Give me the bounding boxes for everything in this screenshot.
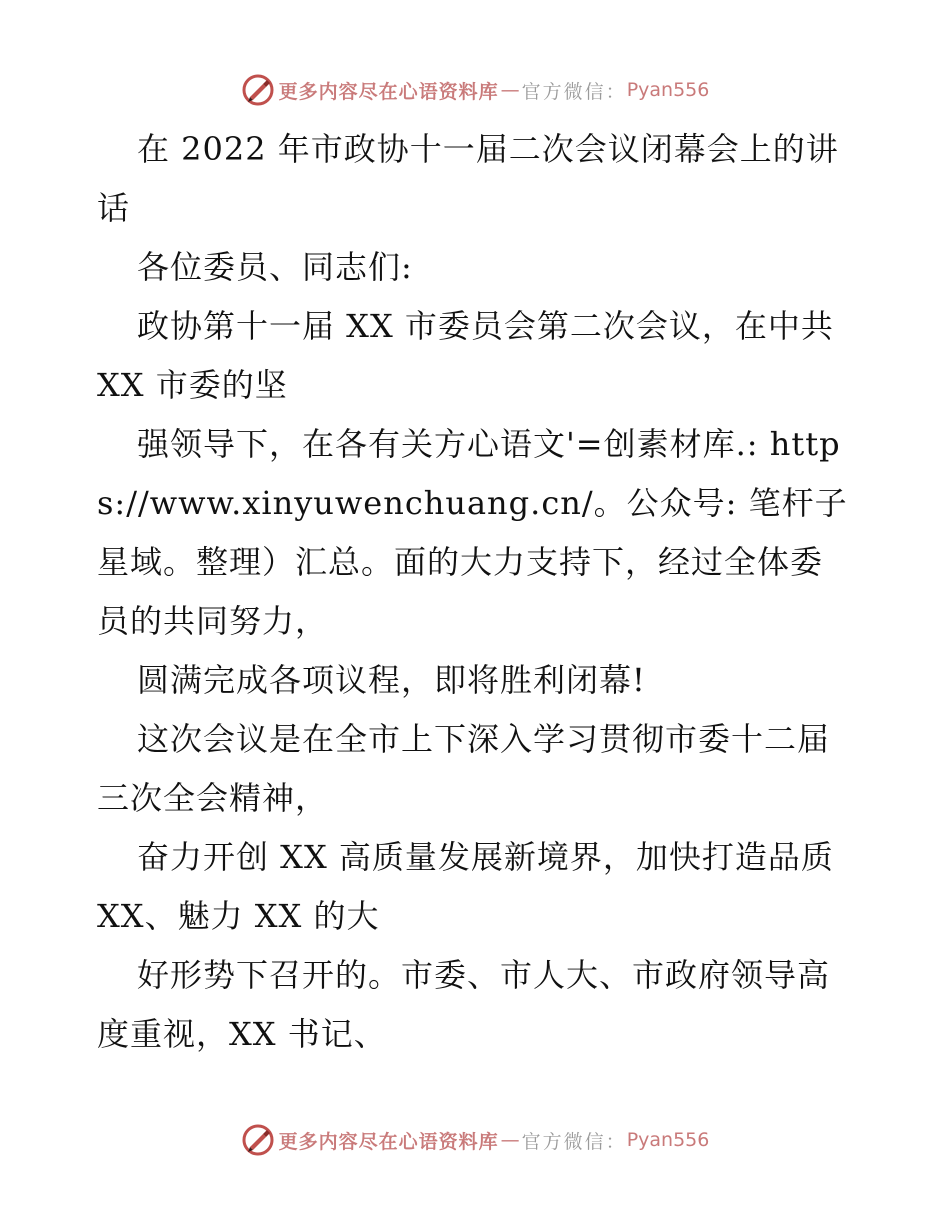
paragraph: 这次会议是在全市上下深入学习贯彻市委十二届三次全会精神， — [97, 720, 831, 817]
paragraph: 好形势下召开的。市委、市人大、市政府领导高度重视，XX 书记、 — [97, 956, 831, 1053]
header-watermark — [0, 70, 950, 110]
document-body — [97, 120, 852, 1064]
footer-watermark — [0, 1120, 950, 1160]
pen-logo-icon — [241, 73, 275, 107]
watermark-id: Pyan556 — [626, 1129, 710, 1151]
paragraph: 圆满完成各项议程，即将胜利闭幕! — [137, 661, 646, 699]
watermark-label: 官方微信： — [521, 80, 627, 103]
paragraph: 奋力开创 XX 高质量发展新境界，加快打造品质 XX、魅力 XX 的大 — [97, 838, 834, 935]
watermark-id: Pyan556 — [626, 79, 710, 101]
paragraph: 政协第十一届 XX 市委员会第二次会议，在中共 XX 市委的坚 — [97, 307, 834, 404]
paragraph-title: 在 2022 年市政协十一届二次会议闭幕会上的讲话 — [97, 130, 839, 227]
watermark-text: 更多内容尽在心语资料库 — [278, 1130, 499, 1153]
watermark-dash: — — [500, 1129, 520, 1151]
pen-logo-icon — [241, 1123, 275, 1157]
watermark-text: 更多内容尽在心语资料库 — [278, 80, 499, 103]
watermark-dash: — — [500, 79, 520, 101]
watermark-label: 官方微信： — [521, 1130, 627, 1153]
paragraph-salutation: 各位委员、同志们: — [137, 248, 413, 286]
paragraph: 强领导下，在各有关方心语文'=创素材库.: https://www.xinyuwenchuang.cn/。公众号: 笔杆子星域。整理）汇总。面的大力支持下，经过全体委员的共同努力， — [97, 425, 848, 640]
